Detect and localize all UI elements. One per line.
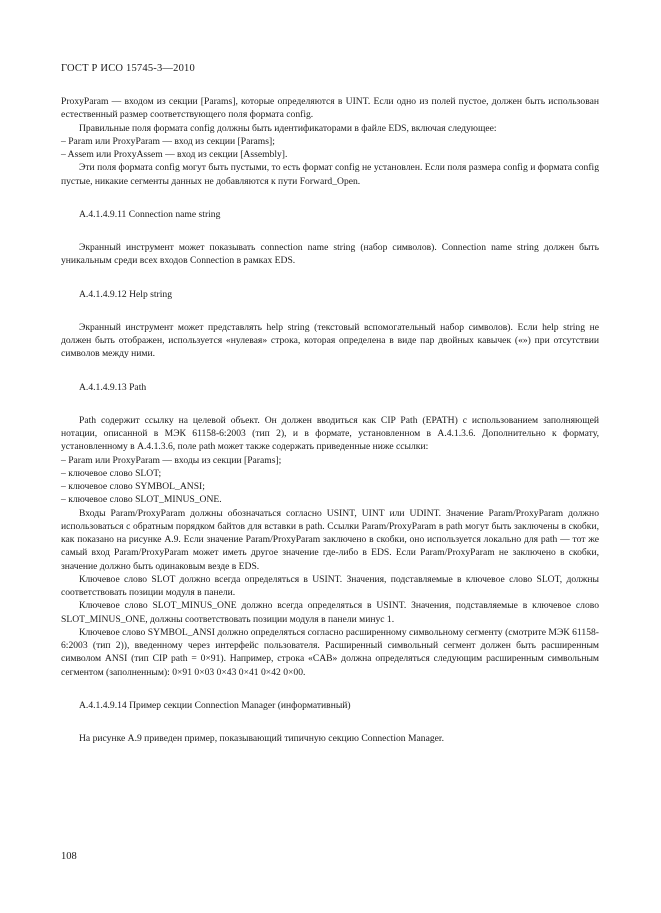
paragraph: Ключевое слово SLOT_MINUS_ONE должно всегда определяться в USINT. Значения, подставляемые в ключевое слово SLOT_MINUS_ONE, должны соответствовать позиции модуля в панели минус 1.	[61, 600, 599, 625]
list-item: – ключевое слово SYMBOL_ANSI;	[61, 481, 205, 492]
page-body	[61, 95, 599, 745]
section-heading: A.4.1.4.9.14 Пример секции Connection Manager (информативный)	[79, 699, 351, 711]
paragraph: Path содержит ссылку на целевой объект. Он должен вводиться как CIP Path (EPATH) с использованием заполняющей нотации, описанной в МЭК 61158-6:2003 (тип 2), и в формате, установленном в А.4.1.3.6. Дополнительно к формату, установленному в А.4.1.3.6, поле path может также содержать приведенные ниже ссылки:	[61, 414, 599, 453]
paragraph: Экранный инструмент может показывать connection name string (набор символов). Connection name string должен быть уникальным среди всех входов Connection в рамках EDS.	[61, 242, 599, 267]
paragraph: Ключевое слово SYMBOL_ANSI должно определяться согласно расширенному символьному сегменту (смотрите МЭК 61158-6:2003 (тип 2)), введенному через интерфейс пользователя. Расширенный символьный сегмент должен быть расширенным символом ANSI (тип CIP path = 0×91). Например, строка «CAB» должна определяться следующим расширенным символьным сегментом (заполненным): 0×91 0×03 0×43 0×41 0×42 0×00.	[61, 626, 599, 678]
paragraph: ProxyParam — входом из секции [Params], которые определяются в UINT. Если одно из полей пустое, должен быть использован естественный размер соответствующего поля формата config.	[61, 96, 599, 121]
section-heading: A.4.1.4.9.13 Path	[79, 381, 147, 393]
paragraph: Эти поля формата config могут быть пустыми, то есть формат config не установлен. Если поля размера config и формата config пустые, никакие сегменты данных не добавляются к пути Forward_Open.	[61, 162, 599, 187]
section-heading: A.4.1.4.9.11 Connection name string	[79, 208, 221, 220]
paragraph: Правильные поля формата config должны быть идентификаторами в файле EDS, включая следующее:	[79, 122, 497, 134]
list-item: – ключевое слово SLOT_MINUS_ONE.	[61, 494, 222, 506]
paragraph: На рисунке А.9 приведен пример, показывающий типичную секцию Connection Manager.	[79, 733, 444, 744]
standard-header: ГОСТ Р ИСО 15745-3—2010	[61, 63, 195, 74]
section-heading: A.4.1.4.9.12 Help string	[79, 288, 173, 300]
page-number: 108	[61, 851, 77, 862]
list-item: – ключевое слово SLOT;	[61, 467, 162, 479]
list-item: – Param или ProxyParam — вход из секции [Params];	[61, 135, 275, 147]
paragraph: Входы Param/ProxyParam должны обозначаться согласно USINT, UINT или UDINT. Значение Param/ProxyParam должно использоваться с обратным порядком байтов для вставки в path. Ссылки Param/ProxyParam в path могут быть заключены в скобки, как показано на рисунке А.9. Если значение Param/ProxyParam заключено в скобки, оно используется локально для path — тот же самый вход Param/ProxyParam может иметь другое значение где-либо в EDS. Если Param/ProxyParam не заключено в скобки, значение должно быть одинаковым везде в EDS.	[61, 507, 599, 572]
list-item: – Param или ProxyParam — входы из секции [Params];	[61, 454, 282, 466]
paragraph: Экранный инструмент может представлять help string (текстовый вспомогательный набор символов). Если help string не должен быть отображен, используется «нулевая» строка, которая определена в виде пар двойных кавычек («») при отсутствии символов между ними.	[61, 321, 599, 360]
list-item: – Assem или ProxyAssem — вход из секции [Assembly].	[61, 149, 288, 160]
paragraph: Ключевое слово SLOT должно всегда определяться в USINT. Значения, подставляемые в ключевое слово SLOT, должны соответствовать позиции модуля в панели.	[61, 573, 599, 598]
